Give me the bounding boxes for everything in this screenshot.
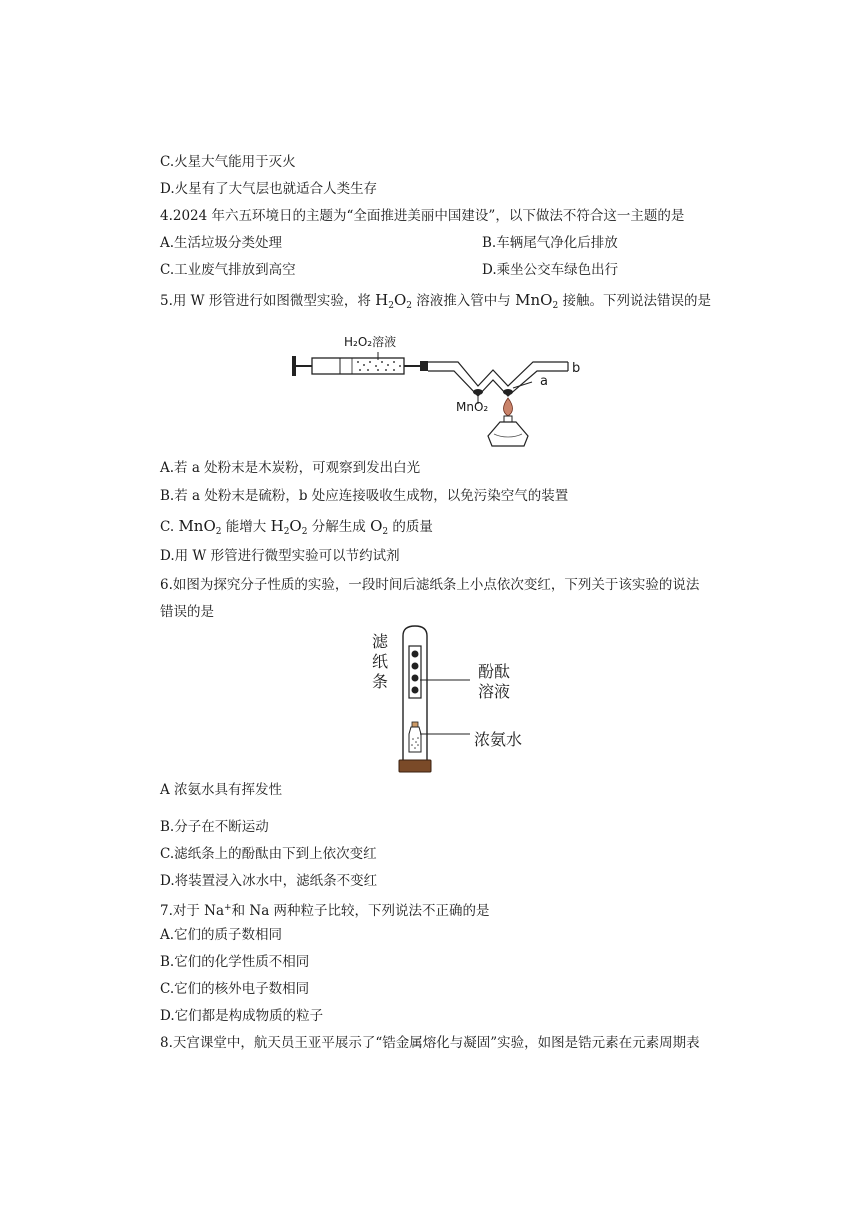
q3-option-d: D.火星有了大气层也就适合人类生存	[160, 181, 378, 197]
q4-option-b: B.车辆尾气净化后排放	[482, 235, 618, 251]
q7-option-b: B.它们的化学性质不相同	[160, 954, 310, 970]
h2o2-liquid	[357, 361, 401, 371]
phenol-dot	[412, 663, 419, 670]
q4-option-d: D.乘坐公交车绿色出行	[482, 262, 619, 278]
syringe-barrel	[312, 358, 404, 374]
q5-stem: 5.用 W 形管进行如图微型实验，将 $H_2O_2$ 溶液推入管中与 MnO$_2$ 接触。下列说法错误的是	[160, 291, 711, 311]
h2o2-formula: $H_2O_2$	[375, 291, 413, 311]
bottle-cap	[412, 722, 418, 727]
fig-label-h2o2-solution: H₂O₂溶液	[344, 335, 397, 349]
q3-option-c: C.火星大气能用于灭火	[160, 154, 296, 170]
tube-connector	[420, 361, 428, 371]
q6-option-d: D.将装置浸入冰水中，滤纸条不变红	[160, 873, 378, 889]
flame	[504, 398, 513, 416]
q5-option-b: B.若 a 处粉末是硫粉，b 处应连接吸收生成物，以免污染空气的装置	[160, 488, 569, 504]
phenol-dot	[412, 687, 419, 694]
powder-a	[503, 389, 513, 395]
q4-option-c: C.工业废气排放到高空	[160, 262, 296, 278]
w-tube-figure	[288, 330, 588, 450]
fig-label-ammonia: 浓氨水	[474, 730, 523, 749]
q6-option-c: C.滤纸条上的酚酞由下到上依次变红	[160, 846, 377, 862]
phenol-dot	[412, 675, 419, 682]
fig-label-phenolphthalein: 酚酞 溶液	[478, 662, 511, 701]
q7-option-d: D.它们都是构成物质的粒子	[160, 1008, 324, 1024]
q6-option-a: A 浓氨水具有挥发性	[160, 782, 283, 798]
fig-label-filter-strip: 滤 纸 条	[372, 632, 389, 691]
q6-stem-line1: 6.如图为探究分子性质的实验，一段时间后滤纸条上小点依次变红，下列关于该实验的说法	[160, 577, 700, 593]
mno2-powder	[473, 389, 483, 395]
q6-stem-line2: 错误的是	[160, 604, 214, 620]
q5-option-a: A.若 a 处粉末是木炭粉，可观察到发出白光	[160, 460, 421, 476]
fig-label-b: b	[572, 361, 581, 376]
lamp-wick-holder	[504, 416, 512, 422]
syringe-handle	[292, 356, 296, 376]
fig-label-a: a	[540, 374, 548, 389]
mno2-formula: MnO$_2$	[515, 291, 559, 311]
q7-option-c: C.它们的核外电子数相同	[160, 981, 310, 997]
q7-option-a: A.它们的质子数相同	[160, 927, 283, 943]
q6-option-b: B.分子在不断运动	[160, 819, 269, 835]
fig-label-mno2: MnO₂	[456, 400, 489, 414]
phenol-dot	[412, 651, 419, 658]
q5-option-c: C. MnO$_2$ 能增大 $H_2O_2$ 分解生成 $O_2$ 的质量	[160, 517, 433, 537]
q5-option-d: D.用 W 形管进行微型实验可以节约试剂	[160, 548, 400, 564]
q7-stem: 7.对于 Na+和 Na 两种粒子比较，下列说法不正确的是	[160, 903, 490, 919]
q8-stem: 8.天宫课堂中，航天员王亚平展示了“锆金属熔化与凝固”实验，如图是锆元素在元素周期表	[160, 1035, 700, 1051]
cork-stopper	[399, 760, 431, 772]
q4-stem: 4.2024 年六五环境日的主题为“全面推进美丽中国建设”，以下做法不符合这一主题的是	[160, 208, 685, 224]
q4-option-a: A.生活垃圾分类处理	[160, 235, 283, 251]
